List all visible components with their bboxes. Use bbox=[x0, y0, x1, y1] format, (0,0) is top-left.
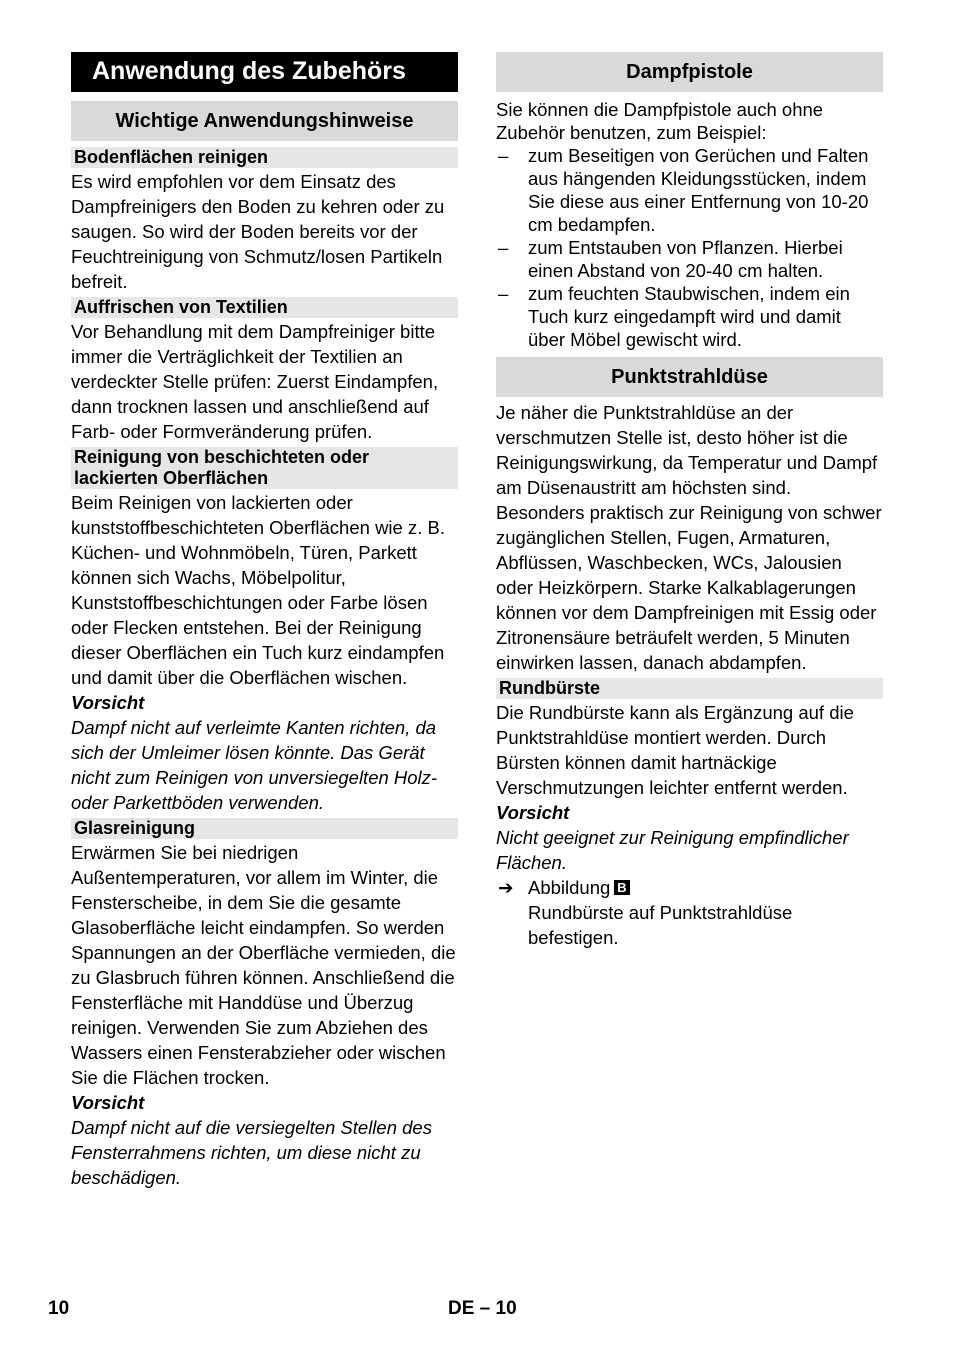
paragraph-floor-cleaning: Es wird empfohlen vor dem Einsatz des Dampfreinigers den Boden zu kehren oder zu saugen. So wird der Boden bereits vor der Feuchtreinigung von Schmutz/losen Partikeln befreit. bbox=[71, 171, 445, 292]
left-column bbox=[71, 52, 458, 1190]
dash-marker: – bbox=[498, 283, 509, 304]
dash-marker: – bbox=[498, 237, 509, 258]
caution-text: Dampf nicht auf verleimte Kanten richten, da sich der Umleimer lösen könnte. Das Gerät nicht zum Reinigen von unversiegelten Holz- oder Parkettböden verwenden. bbox=[71, 717, 438, 813]
section-title-point-nozzle: Punktstrahldüse bbox=[496, 357, 883, 397]
list-item: – zum feuchten Staubwischen, indem ein Tuch kurz eingedampft wird und damit über Möbel gewischt wird. bbox=[498, 283, 850, 350]
section-title-steam-gun: Dampfpistole bbox=[496, 52, 883, 92]
paragraph-glass-cleaning: Erwärmen Sie bei niedrigen Außentemperaturen, vor allem im Winter, die Fensterscheibe, in dem Sie die gesamte Glasoberfläche leicht eindampfen. So werden Spannungen an der Oberfläche vermieden, die zu Glasbruch führen können. Anschließend die Fensterfläche mit Handdüse und Überzug reinigen. Verwenden Sie zum Abziehen des Wassers einen Fensterabzieher oder wischen Sie die Flächen trocken. bbox=[71, 842, 456, 1088]
instruction-step bbox=[496, 875, 883, 950]
paragraph-steam-gun-intro: Sie können die Dampfpistole auch ohne Zubehör benutzen, zum Beispiel: bbox=[496, 99, 824, 143]
subheading-glass-cleaning: Glasreinigung bbox=[71, 818, 458, 839]
instruction-text: Rundbürste auf Punktstrahldüse befestigen. bbox=[528, 902, 793, 948]
caution-text: Dampf nicht auf die versiegelten Stellen des Fensterrahmens richten, um diese nicht zu beschädigen. bbox=[71, 1117, 432, 1188]
paragraph-point-nozzle: Je näher die Punktstrahldüse an der verschmutzen Stelle ist, desto höher ist die Reinigungswirkung, da Temperatur und Dampf am Düsenaustritt am höchsten sind. Besonders praktisch zur Reinigung von schwer zugänglichen Stellen, Fugen, Armaturen, Abflüssen, Waschbecken, WCs, Jalousien oder Heizkörpern. Starke Kalkablagerungen können vor dem Dampfreinigen mit Essig oder Zitronensäure beträufelt werden, 5 Minuten einwirken lassen, danach abdampfen. bbox=[496, 402, 882, 673]
subheading-round-brush: Rundbürste bbox=[496, 678, 883, 699]
footer-page-number: 10 bbox=[48, 1298, 70, 1319]
steam-gun-list bbox=[496, 144, 883, 351]
figure-reference-label: Abbildung bbox=[528, 877, 611, 898]
caution-title: Vorsicht bbox=[71, 692, 145, 713]
paragraph-coated-surfaces: Beim Reinigen von lackierten oder kunststoffbeschichteten Oberflächen wie z. B. Küchen- und Wohnmöbeln, Türen, Parkett können sich Wachs, Möbelpolitur, Kunststoffbeschichtungen oder Farbe lösen oder Flecken entstehen. Bei der Reinigung dieser Oberflächen ein Tuch kurz eindampfen und damit über die Oberflächen wischen. bbox=[71, 492, 445, 688]
arrow-right-icon: ➔ bbox=[498, 877, 514, 898]
caution-title: Vorsicht bbox=[496, 802, 570, 823]
figure-badge: B bbox=[614, 880, 629, 895]
paragraph-textiles: Vor Behandlung mit dem Dampfreiniger bitte immer die Verträglichkeit der Textilien an verdeckter Stelle prüfen: Zuerst Eindampfen, dann trocknen lassen und anschließend auf Farb- oder Formveränderung prüfen. bbox=[71, 321, 439, 442]
subheading-textiles: Auffrischen von Textilien bbox=[71, 297, 458, 318]
caution-title: Vorsicht bbox=[71, 1092, 145, 1113]
right-column bbox=[496, 52, 883, 950]
dash-marker: – bbox=[498, 145, 509, 166]
list-item: – zum Beseitigen von Gerüchen und Falten aus hängenden Kleidungsstücken, indem Sie diese aus einer Entfernung von 10-20 cm bedampfen. bbox=[498, 145, 869, 235]
page-title: Anwendung des Zubehörs bbox=[71, 52, 458, 92]
caution-text: Nicht geeignet zur Reinigung empfindlicher Flächen. bbox=[496, 827, 849, 873]
subheading-floor-cleaning: Bodenflächen reinigen bbox=[71, 147, 458, 168]
section-title-important-notes: Wichtige Anwendungshinweise bbox=[71, 101, 458, 141]
subheading-coated-surfaces: Reinigung von beschichteten oder lackierten Oberflächen bbox=[71, 447, 458, 489]
footer-page-label: DE – 10 bbox=[448, 1298, 517, 1319]
paragraph-round-brush: Die Rundbürste kann als Ergänzung auf die Punktstrahldüse montiert werden. Durch Bürsten können damit hartnäckige Verschmutzungen leichter entfernt werden. bbox=[496, 702, 854, 798]
list-item: – zum Entstauben von Pflanzen. Hierbei einen Abstand von 20-40 cm halten. bbox=[498, 237, 843, 281]
